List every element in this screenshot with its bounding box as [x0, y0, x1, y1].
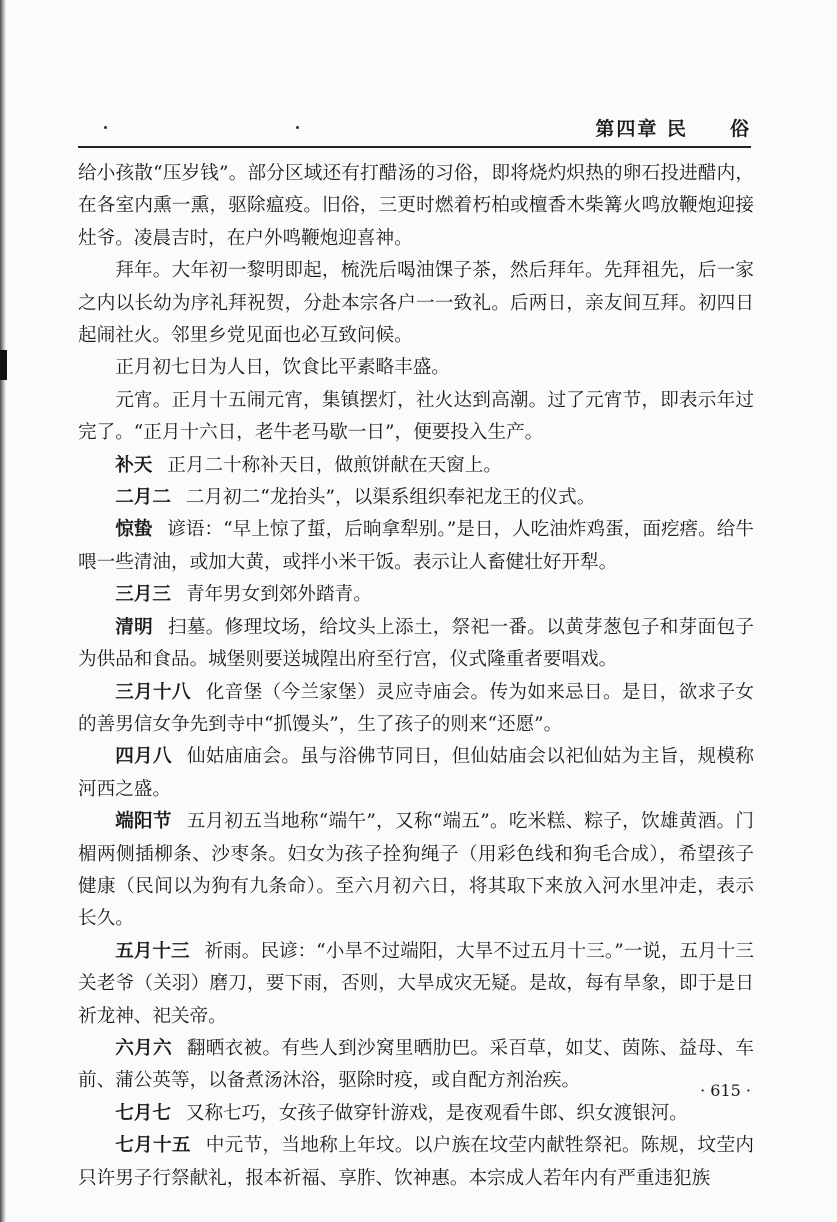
custom-entry-paragraph: [78, 741, 754, 806]
page-binding-shadow: [0, 0, 6, 1222]
body-paragraph: [78, 158, 754, 255]
running-header: [78, 112, 751, 148]
custom-entry-term: 二月二: [115, 487, 171, 509]
paragraph-text: 翻晒衣被。有些人到沙窝里晒肋巴。采百草，如艾、茵陈、益母、车前、蒲公英等，以备煮汤沐浴，驱除时疫，或自配方剂治疾。: [78, 1037, 754, 1092]
paragraph-text: 二月初二“龙抬头”，以渠系组织奉祀龙王的仪式。: [185, 487, 596, 509]
custom-entry-term: 七月十五: [115, 1135, 191, 1157]
paragraph-text: 给小孩散“压岁钱”。部分区域还有打醋汤的习俗，即将烧灼炽热的卵石投进醋内，在各室内熏一熏，驱除瘟疫。旧俗，三更时燃着朽柏或檀香木柴篝火鸣放鞭炮迎接灶爷。凌晨吉时，在户外鸣鞭炮迎喜神。: [78, 163, 754, 249]
custom-entry-paragraph: [78, 450, 754, 482]
custom-entry-term: 三月十八: [115, 681, 191, 703]
paragraph-text: 元宵。正月十五闹元宵，集镇摆灯，社火达到高潮。过了元宵节，即表示年过完了。“正月十六日，老牛老马歇一日”，便要投入生产。: [78, 389, 754, 444]
custom-entry-paragraph: [78, 1130, 754, 1195]
paragraph-text: 祈雨。民谚：“小旱不过端阳，大旱不过五月十三。”一说，五月十三关老爷（关羽）磨刀，要下雨，否则，大旱成灾无疑。是故，每有旱象，即于是日祈龙神、祀关帝。: [78, 940, 754, 1027]
custom-entry-term: 四月八: [115, 746, 172, 768]
body-paragraph: [78, 385, 754, 450]
custom-entry-term: 五月十三: [115, 940, 190, 962]
custom-entry-paragraph: [78, 677, 754, 742]
custom-entry-paragraph: [78, 806, 754, 936]
custom-entry-paragraph: [78, 936, 754, 1033]
custom-entry-paragraph: [78, 579, 754, 611]
custom-entry-term: 三月三: [115, 584, 171, 606]
binding-mark: [0, 350, 7, 380]
chapter-title: 第四章 民 俗: [595, 118, 751, 140]
paragraph-text: 青年男女到郊外踏青。: [185, 584, 372, 606]
paragraph-text: 化音堡（今兰家堡）灵应寺庙会。传为如来忌日。是日，欲求子女的善男信女争先到寺中“抓馒头”，生了孩子的则来“还愿”。: [78, 681, 754, 735]
custom-entry-paragraph: [78, 514, 754, 579]
custom-entry-term: 补天: [115, 454, 153, 476]
custom-entry-term: 端阳节: [115, 811, 172, 833]
custom-entry-paragraph: [78, 612, 754, 677]
paragraph-text: 正月二十称补天日，做煎饼献在天窗上。: [167, 454, 502, 476]
custom-entry-paragraph: [78, 482, 754, 514]
page-number: · 615 ·: [700, 1081, 751, 1100]
custom-entry-term: 六月六: [115, 1037, 172, 1059]
custom-entry-term: 惊蛰: [115, 519, 153, 541]
paragraph-text: 又称七巧，女孩子做穿针游戏，是夜观看牛郎、织女渡银河。: [185, 1102, 688, 1124]
paragraph-text: 仙姑庙庙会。虽与浴佛节同日，但仙姑庙会以祀仙姑为主旨，规模称河西之盛。: [78, 746, 754, 800]
paragraph-text: 正月初七日为人日，饮食比平素略丰盛。: [115, 357, 450, 379]
custom-entry-paragraph: [78, 1033, 754, 1098]
body-paragraph: [78, 255, 754, 352]
body-paragraph: [78, 352, 754, 384]
paragraph-text: 扫墓。修理坟场，给坟头上添土，祭祀一番。以黄芽葱包子和芽面包子为供品和食品。城堡则要送城隍出府至行宫，仪式隆重者要唱戏。: [78, 616, 754, 671]
paragraph-text: 谚语：“早上惊了蜇，后晌拿犁别。”是日，人吃油炸鸡蛋，面疙瘩。给牛喂一些清油，或加大黄，或拌小米干饭。表示让人畜健壮好开犁。: [78, 519, 754, 573]
body-text: [78, 158, 754, 1195]
paragraph-text: 五月初五当地称“端午”，又称“端五”。吃米糕、粽子，饮雄黄酒。门楣两侧插柳条、沙枣条。妇女为孩子拴狗绳子（用彩色线和狗毛合成），希望孩子健康（民间以为狗有九条命）。至六月初六日，将其取下来放入河水里冲走，表示长久。: [78, 811, 754, 930]
custom-entry-term: 清明: [115, 616, 154, 638]
header-dot: [296, 126, 299, 129]
custom-entry-term: 七月七: [115, 1102, 171, 1124]
paragraph-text: 中元节，当地称上年坟。以户族在坟茔内献牲祭祀。陈规，坟茔内只许男子行祭献礼，报本祈福、享胙、饮神惠。本宗成人若年内有严重违犯族: [78, 1135, 754, 1189]
custom-entry-paragraph: [78, 1098, 754, 1130]
paragraph-text: 拜年。大年初一黎明即起，梳洗后喝油馃子茶，然后拜年。先拜祖先，后一家之内以长幼为序礼拜祝贺，分赴本宗各户一一致礼。后两日，亲友间互拜。初四日起闹社火。邻里乡党见面也必互致问候。: [78, 260, 754, 347]
header-dot: [104, 126, 107, 129]
